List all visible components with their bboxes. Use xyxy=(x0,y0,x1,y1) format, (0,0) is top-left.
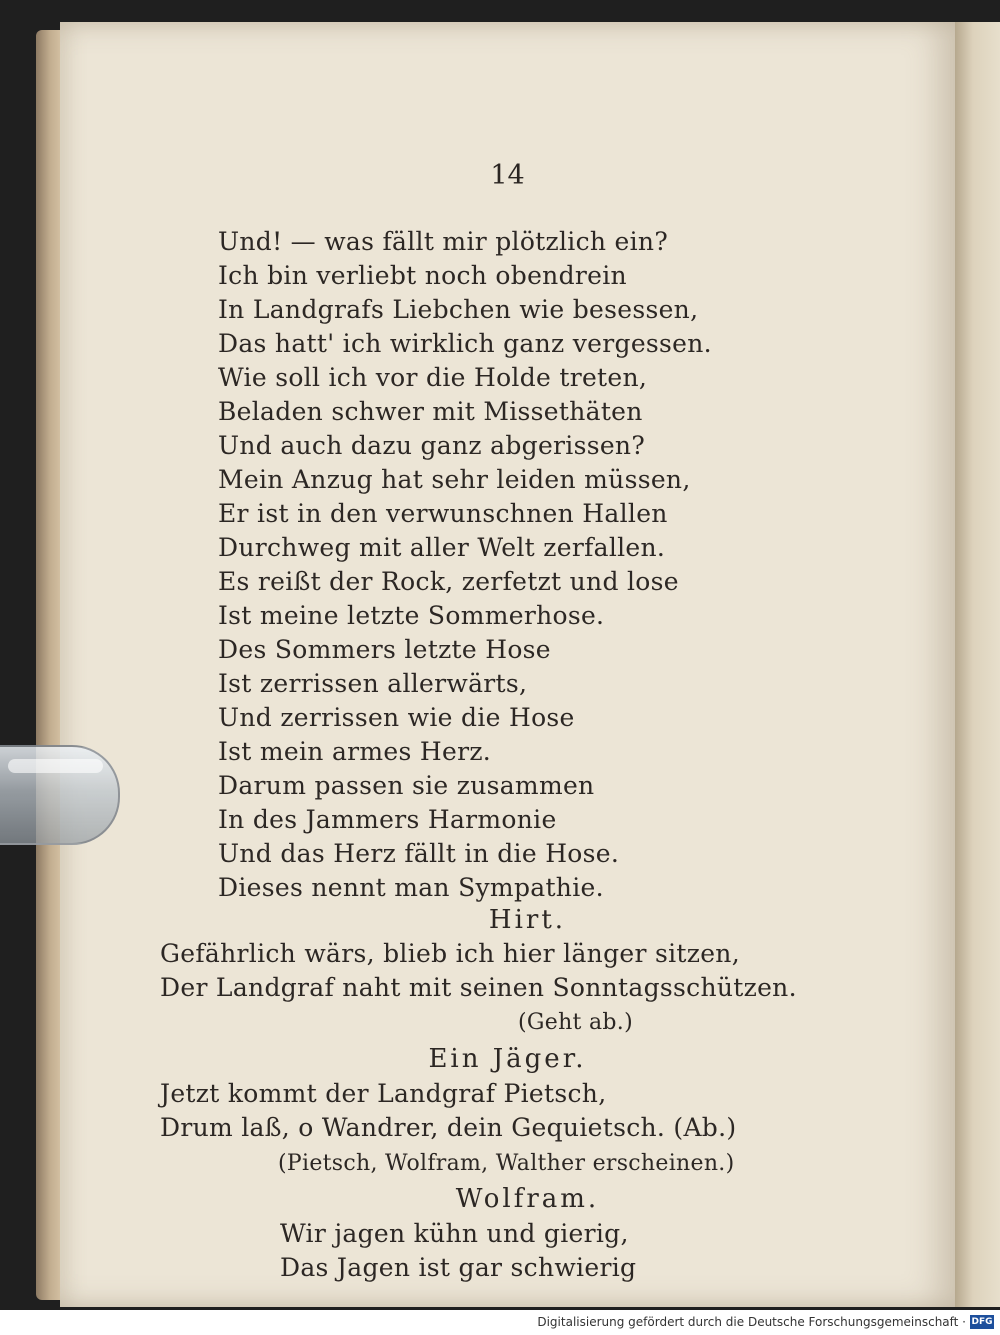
verse-line: Ist mein armes Herz. xyxy=(218,737,492,766)
speaker-heading: Hirt. xyxy=(488,905,567,935)
verse-line: Wir jagen kühn und gierig, xyxy=(280,1219,629,1248)
plastic-bookmark-clip xyxy=(0,745,120,845)
stage-direction: (Geht ab.) xyxy=(518,1010,633,1035)
verse-line: Und auch dazu ganz abgerissen? xyxy=(218,431,646,460)
verse-line: Und zerrissen wie die Hose xyxy=(218,703,575,732)
stage-direction: (Pietsch, Wolfram, Walther erscheinen.) xyxy=(278,1151,735,1176)
verse-line: Und! — was fällt mir plötzlich ein? xyxy=(218,227,669,256)
book-page xyxy=(60,22,955,1307)
verse-line: Er ist in den verwunschnen Hallen xyxy=(218,499,668,528)
bookmark-highlight xyxy=(8,759,103,773)
verse-line: Dieses nennt man Sympathie. xyxy=(218,873,604,902)
verse-line: Ich bin verliebt noch obendrein xyxy=(218,261,627,290)
verse-text xyxy=(60,22,955,1307)
verse-line: In Landgrafs Liebchen wie besessen, xyxy=(218,295,699,324)
verse-line: Darum passen sie zusammen xyxy=(218,771,595,800)
verse-line: Des Sommers letzte Hose xyxy=(218,635,551,664)
footer-credit: Digitalisierung gefördert durch die Deutsche Forschungsgemeinschaft · xyxy=(537,1315,966,1329)
verse-line: Das hatt' ich wirklich ganz vergessen. xyxy=(218,329,712,358)
verse-line: Durchweg mit aller Welt zerfallen. xyxy=(218,533,666,562)
verse-line: Jetzt kommt der Landgraf Pietsch, xyxy=(160,1079,607,1108)
digitization-footer xyxy=(0,1310,1000,1335)
verse-line: In des Jammers Harmonie xyxy=(218,805,557,834)
verse-line: Der Landgraf naht mit seinen Sonntagsschützen. xyxy=(160,973,797,1002)
verse-line: Gefährlich wärs, blieb ich hier länger sitzen, xyxy=(160,939,740,968)
verse-line: Wie soll ich vor die Holde treten, xyxy=(218,363,648,392)
verse-line: Es reißt der Rock, zerfetzt und lose xyxy=(218,567,679,596)
verse-line: Drum laß, o Wandrer, dein Gequietsch. (Ab.) xyxy=(160,1113,737,1142)
verse-line: Das Jagen ist gar schwierig xyxy=(280,1253,637,1282)
verse-line: Beladen schwer mit Missethäten xyxy=(218,397,643,426)
dfg-logo-icon: DFG xyxy=(971,1317,993,1327)
speaker-heading: Ein Jäger. xyxy=(428,1044,587,1074)
verse-line: Ist meine letzte Sommerhose. xyxy=(218,601,605,630)
facing-page-edge xyxy=(955,22,1000,1307)
verse-line: Mein Anzug hat sehr leiden müssen, xyxy=(218,465,691,494)
verse-line: Ist zerrissen allerwärts, xyxy=(218,669,528,698)
verse-line: Und das Herz fällt in die Hose. xyxy=(218,839,620,868)
page-number: 14 xyxy=(490,160,525,191)
speaker-heading: Wolfram. xyxy=(455,1184,600,1214)
